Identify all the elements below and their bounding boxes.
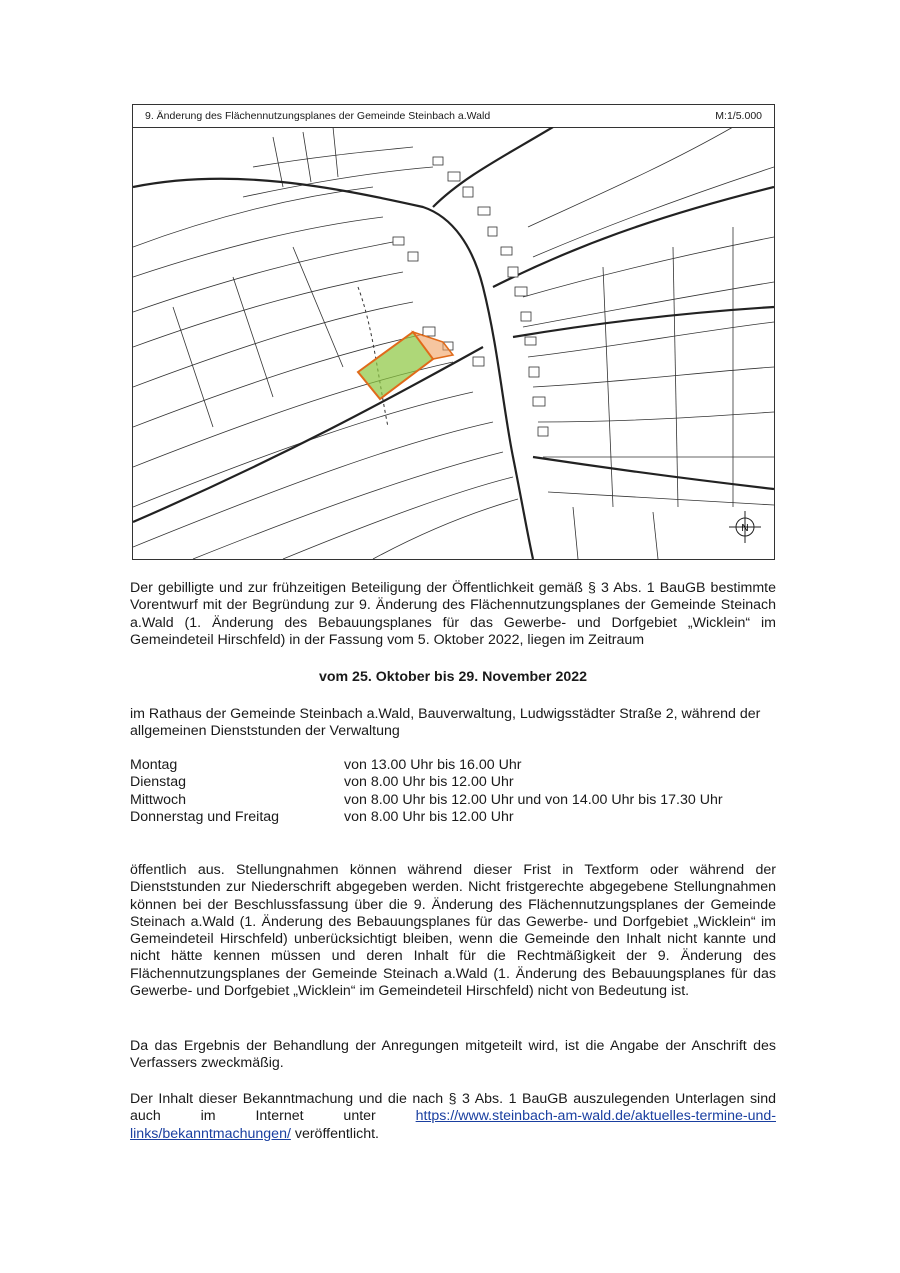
intro-paragraph: Der gebilligte und zur frühzeitigen Beteiligung der Öffentlichkeit gemäß § 3 Abs. 1 BauGB bestimmte Vorentwurf mit der Begründung zur 9. Änderung des Flächennutzungsplanes der Gemeinde Steinach a.Wald (1. Änderung des Bebauungsplanes für das Gewerbe- und Dorfgebiet „Wicklein“ im Gemeindeteil Hirschfeld) in der Fassung vom 5. Oktober 2022, liegen im Zeitraum (130, 580, 776, 648)
hours-time: von 8.00 Uhr bis 12.00 Uhr (344, 774, 514, 791)
hours-day: Montag (130, 757, 178, 773)
period-heading: vom 25. Oktober bis 29. November 2022 (318, 669, 588, 685)
internet-paragraph (130, 1091, 776, 1143)
site-map (132, 104, 775, 560)
hours-row (130, 792, 723, 809)
map-header (133, 105, 774, 128)
internet-text-after: veröffentlicht. (290, 1125, 379, 1142)
hours-day: Donnerstag und Freitag (130, 809, 280, 826)
map-scale: M:1/5.000 (715, 110, 762, 122)
hours-row (130, 809, 723, 826)
hours-day: Dienstag (130, 774, 186, 791)
announcements-link[interactable]: https://www.steinbach-am-wald.de/aktuelles-termine-und-links/bekanntmachungen/ (130, 1108, 776, 1142)
hours-day: Mittwoch (130, 791, 186, 808)
cadastral-map (133, 127, 774, 559)
location-paragraph: im Rathaus der Gemeinde Steinbach a.Wald, Bauverwaltung, Ludwigsstädter Straße 2, während der allgemeinen Dienststunden der Verwaltung (130, 706, 761, 740)
body-paragraph: öffentlich aus. Stellungnahmen können während dieser Frist in Textform oder während der Dienststunden zur Niederschrift abgegeben werden. Nicht fristgerechte abgegebene Stellungnahmen können bei der Beschlussfassung über die 9. Änderung des Flächennutzungsplanes der Gemeinde Steinach a.Wald (1. Änderung des Bebauungsplanes für das Gewerbe- und Dorfgebiet „Wicklein“ im Gemeindeteil Hirschfeld) unberücksichtigt bleiben, wenn die Gemeinde den Inhalt nicht kannte und nicht hätte kennen müssen und deren Inhalt für die Rechtmäßigkeit der 9. Änderung des Flächennutzungsplanes der Gemeinde Steinach a.Wald (1. Änderung des Bebauungsplanes für das Gewerbe- und Dorfgebiet „Wicklein“ im Gemeindeteil Hirschfeld) nicht von Bedeutung ist. (130, 862, 776, 1000)
map-title: 9. Änderung des Flächennutzungsplanes der Gemeinde Steinbach a.Wald (145, 110, 491, 122)
hours-time: von 13.00 Uhr bis 16.00 Uhr (344, 757, 522, 773)
hours-row (130, 774, 723, 791)
office-hours (130, 757, 723, 827)
hours-time: von 8.00 Uhr bis 12.00 Uhr (344, 809, 514, 826)
svg-text:N: N (741, 523, 749, 534)
north-arrow-icon (729, 511, 761, 543)
internet-text-before: Der Inhalt dieser Bekanntmachung und die nach § 3 Abs. 1 BauGB auszulegenden Unterlagen sind auch im Internet unter (130, 1091, 776, 1125)
result-note-paragraph: Da das Ergebnis der Behandlung der Anregungen mitgeteilt wird, ist die Angabe der Anschrift des Verfassers zweckmäßig. (130, 1038, 776, 1072)
hours-time: von 8.00 Uhr bis 12.00 Uhr und von 14.00 Uhr bis 17.30 Uhr (344, 791, 723, 808)
hours-row (130, 757, 723, 774)
